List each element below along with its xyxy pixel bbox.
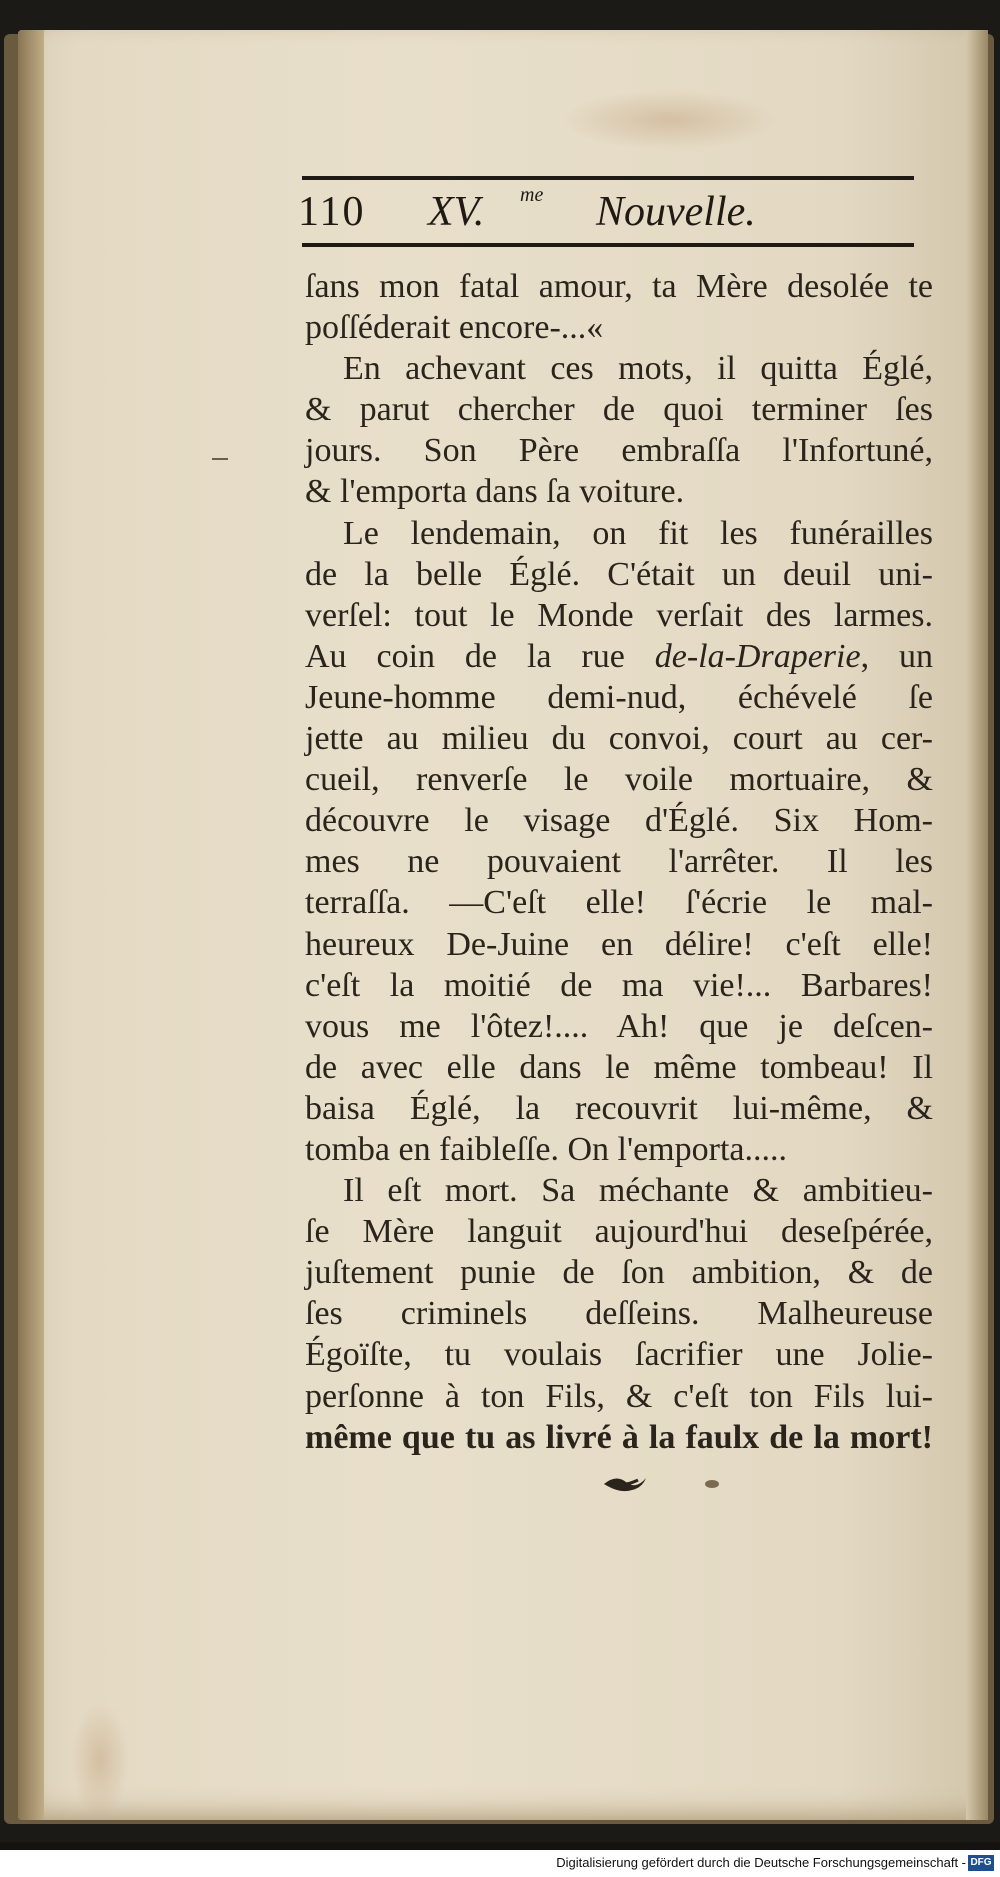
page-edge-right bbox=[966, 30, 988, 1820]
street-name: de-la-Draperie bbox=[654, 637, 861, 675]
text-line: baisa Églé, la recouvrit lui-même, & bbox=[305, 1089, 933, 1127]
text-line: En achevant ces mots, il quitta Églé, bbox=[343, 350, 933, 388]
text-line bbox=[305, 636, 933, 677]
text-line: ſe Mère languit aujourd'hui deseſpérée, bbox=[305, 1213, 933, 1251]
text-line: de avec elle dans le même tombeau! Il bbox=[305, 1048, 933, 1086]
header-numeral: XV. bbox=[428, 189, 485, 235]
margin-mark bbox=[212, 458, 228, 460]
header-title: Nouvelle. bbox=[596, 189, 756, 235]
text-line: cueil, renverſe le voile mortuaire, & bbox=[305, 761, 933, 799]
page-number: 110 bbox=[298, 189, 366, 235]
text-line: ſes criminels deſſeins. Malheureuse bbox=[305, 1295, 933, 1333]
body-text bbox=[305, 266, 933, 1458]
page-gutter-left bbox=[18, 30, 44, 1820]
ornament-icon bbox=[602, 1468, 732, 1498]
text-line: de la belle Églé. C'était un deuil uni- bbox=[305, 555, 933, 593]
text-line: heureux De-Juine en délire! c'eſt elle! bbox=[305, 925, 933, 963]
text-line: jette au milieu du convoi, court au cer- bbox=[305, 720, 933, 758]
text-line: & l'emporta dans ſa voiture. bbox=[305, 473, 685, 511]
text-line: vous me l'ôtez!.... Ah! que je deſcen- bbox=[305, 1007, 933, 1045]
text-line: mes ne pouvaient l'arrêter. Il les bbox=[305, 843, 933, 881]
text-line: Le lendemain, on fit les funérailles bbox=[343, 514, 933, 552]
text-line: Égoïſte, tu voulais ſacrifier une Jolie- bbox=[305, 1336, 933, 1374]
text-line: c'eſt la moitié de ma vie!... Barbares! bbox=[305, 966, 933, 1004]
header-rule-bottom bbox=[302, 243, 914, 247]
digitization-footer bbox=[0, 1850, 1000, 1877]
text-line: jours. Son Père embraſſa l'Infortuné, bbox=[305, 432, 933, 470]
header-rule-top bbox=[302, 176, 914, 180]
header-numeral-suffix: me bbox=[520, 184, 544, 206]
text-line: Il eſt mort. Sa méchante & ambitieu- bbox=[343, 1172, 933, 1210]
text-line: poſſéderait encore-...« bbox=[305, 309, 604, 347]
text-line: juſtement punie de ſon ambition, & de bbox=[305, 1254, 933, 1292]
text-line: terraſſa. —C'eſt elle! ſ'écrie le mal- bbox=[305, 884, 933, 922]
page-stain bbox=[560, 90, 780, 150]
text-line: même que tu as livré à la faulx de la mort! bbox=[305, 1418, 933, 1456]
footer-credit: Digitalisierung gefördert durch die Deutsche Forschungsgemeinschaft - bbox=[556, 1855, 966, 1870]
text-line: verſel: tout le Monde verſait des larmes. bbox=[305, 596, 933, 634]
text-line: ſans mon fatal amour, ta Mère desolée te bbox=[305, 268, 933, 305]
dfg-logo: DFG bbox=[968, 1855, 994, 1871]
text-line: perſonne à ton Fils, & c'eſt ton Fils lui- bbox=[305, 1377, 933, 1415]
text-line: découvre le visage d'Églé. Six Hom- bbox=[305, 802, 933, 840]
running-header bbox=[298, 186, 918, 242]
page-stain bbox=[70, 1700, 130, 1820]
text-line: Jeune-homme demi-nud, échévelé ſe bbox=[305, 678, 933, 716]
text-fragment: , un bbox=[860, 637, 933, 675]
text-line: & parut chercher de quoi terminer ſes bbox=[305, 391, 933, 429]
text-line: tomba en faibleſſe. On l'emporta..... bbox=[305, 1130, 787, 1168]
text-fragment: Au coin de la rue bbox=[305, 637, 655, 675]
